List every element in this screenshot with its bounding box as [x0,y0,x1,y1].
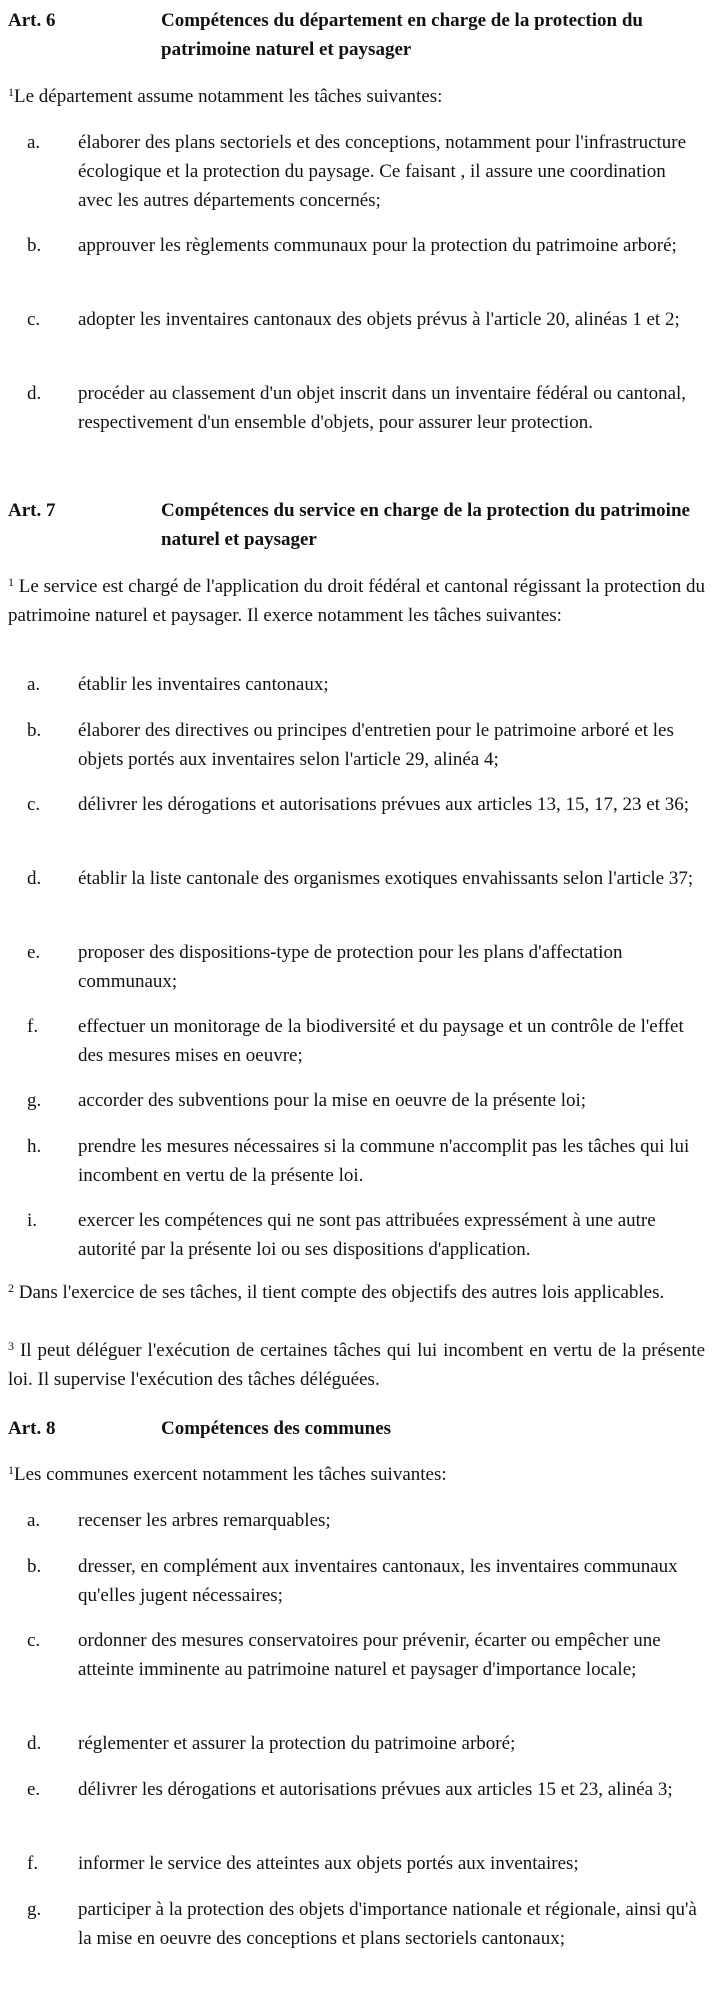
item-text: établir les inventaires cantonaux; [78,674,329,695]
paragraph [8,1460,705,1489]
item-letter: i. [27,1210,38,1231]
item-text: adopter les inventaires cantonaux des objets prévus à l'article 20, alinéas 1 et 2; [78,309,680,330]
item-letter: e. [27,1779,41,1800]
paragraph [8,82,705,111]
item-letter: a. [27,132,41,153]
item-text: effectuer un monitorage de la biodiversité et du paysage et un contrôle de l'effet des mesures mises en oeuvre; [78,1016,684,1066]
item-letter: a. [27,1510,41,1531]
paragraph-number: 1 [8,575,14,589]
item-text: recenser les arbres remarquables; [78,1510,331,1531]
item-text: établir la liste cantonale des organismes exotiques envahissants selon l'article 37; [78,868,694,889]
paragraph-text: Les communes exercent notamment les tâches suivantes: [14,1464,447,1485]
item-letter: d. [27,383,42,404]
item-text: délivrer les dérogations et autorisations prévues aux articles 15 et 23, alinéa 3; [78,1779,673,1800]
item-text: accorder des subventions pour la mise en oeuvre de la présente loi; [78,1090,587,1111]
article-title: Compétences du service en charge de la protection du patrimoine naturel et paysager [161,500,690,550]
article-title: Compétences des communes [161,1418,392,1439]
item-text: approuver les règlements communaux pour la protection du patrimoine arboré; [78,235,677,256]
item-letter: b. [27,235,42,256]
item-text: participer à la protection des objets d'importance nationale et régionale, ainsi qu'à la mise en oeuvre des conceptions et plans sectoriels cantonaux; [78,1899,697,1949]
paragraph-number: 2 [8,1281,14,1295]
article-number: Art. 7 [8,500,56,521]
paragraph-text: Le département assume notamment les tâches suivantes: [14,86,443,107]
item-text: prendre les mesures nécessaires si la commune n'accomplit pas les tâches qui lui incombent en vertu de la présente loi. [78,1136,690,1186]
item-letter: a. [27,674,41,695]
item-text: réglementer et assurer la protection du patrimoine arboré; [78,1733,516,1754]
item-letter: d. [27,868,42,889]
item-letter: h. [27,1136,42,1157]
item-letter: g. [27,1899,42,1920]
item-letter: f. [27,1853,39,1874]
paragraph-number: 1 [8,85,14,99]
item-letter: b. [27,1556,42,1577]
item-letter: f. [27,1016,39,1037]
item-letter: d. [27,1733,42,1754]
article-title: Compétences du département en charge de la protection du patrimoine naturel et paysager [161,10,643,60]
item-letter: g. [27,1090,42,1111]
item-letter: c. [27,794,41,815]
paragraph-text: Dans l'exercice de ses tâches, il tient compte des objectifs des autres lois applicables. [18,1282,665,1303]
article-number: Art. 8 [8,1418,56,1439]
item-text: élaborer des plans sectoriels et des conceptions, notamment pour l'infrastructure écologique et la protection du paysage. Ce faisant , il assure une coordination avec les autres départements concernés; [78,132,687,211]
article-number: Art. 6 [8,10,56,31]
item-letter: c. [27,309,41,330]
item-text: procéder au classement d'un objet inscrit dans un inventaire fédéral ou cantonal, respectivement d'un ensemble d'objets, pour assurer leur protection. [78,383,687,433]
item-text: informer le service des atteintes aux objets portés aux inventaires; [78,1853,579,1874]
item-text: délivrer les dérogations et autorisations prévues aux articles 13, 15, 17, 23 et 36; [78,794,690,815]
paragraph-number: 1 [8,1463,14,1477]
paragraph-text: Le service est chargé de l'application du droit fédéral et cantonal régissant la protection du patrimoine naturel et paysager. Il exerce notamment les tâches suivantes: [8,576,706,626]
paragraph-text: Il peut déléguer l'exécution de certaines tâches qui lui incombent en vertu de la présente loi. Il supervise l'exécution des tâches déléguées. [8,1340,706,1390]
item-text: exercer les compétences qui ne sont pas attribuées expressément à une autre autorité par la présente loi ou ses dispositions d'application. [78,1210,656,1260]
paragraph [8,572,705,630]
item-text: élaborer des directives ou principes d'entretien pour le patrimoine arboré et les objets portés aux inventaires selon l'article 29, alinéa 4; [78,720,674,770]
item-text: ordonner des mesures conservatoires pour prévenir, écarter ou empêcher une atteinte imminente au patrimoine naturel et paysager d'importance locale; [78,1630,661,1680]
item-letter: b. [27,720,42,741]
item-text: proposer des dispositions-type de protection pour les plans d'affectation communaux; [78,942,623,992]
item-text: dresser, en complément aux inventaires cantonaux, les inventaires communaux qu'elles jugent nécessaires; [78,1556,678,1606]
paragraph [8,1278,705,1307]
item-letter: e. [27,942,41,963]
paragraph [8,1336,705,1394]
item-letter: c. [27,1630,41,1651]
paragraph-number: 3 [8,1339,14,1353]
